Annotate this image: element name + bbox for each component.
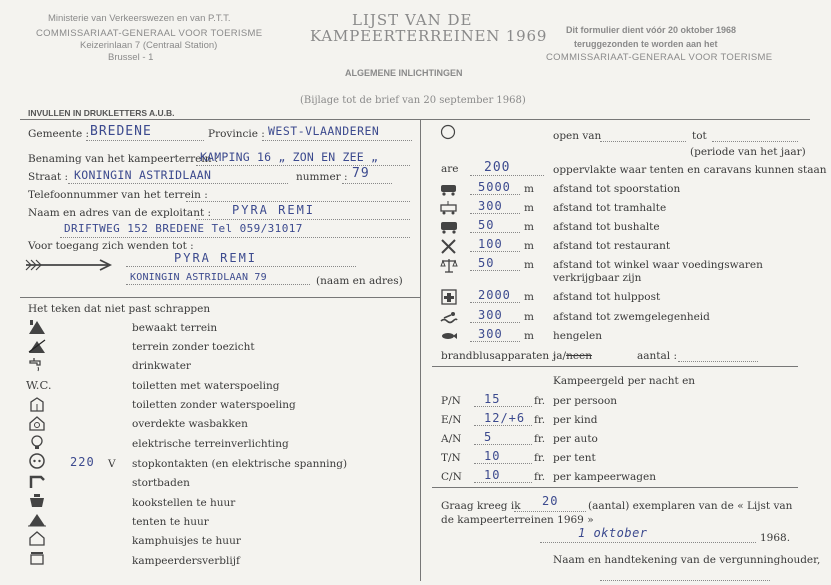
left-section-rule — [20, 297, 420, 298]
provincie-field[interactable]: WEST-VLAANDEREN — [268, 124, 380, 138]
distance-value-field[interactable]: 5000 — [478, 180, 511, 194]
header-rule-right — [420, 119, 810, 120]
wash-basin-icon — [28, 415, 46, 431]
nummer-label: nummer : — [296, 171, 348, 183]
fee-code: C/N — [441, 471, 462, 483]
fee-value-field[interactable]: 10 — [484, 468, 501, 482]
fee-code: P/N — [441, 395, 461, 407]
tram-icon — [440, 200, 458, 216]
distance-unit: m — [524, 311, 534, 323]
signature-field[interactable] — [600, 580, 770, 581]
tot-field[interactable] — [712, 141, 798, 142]
naam-adres-hint: (naam en adres) — [316, 275, 403, 287]
fee-description: per kampeerwagen — [553, 471, 656, 483]
distance-description: afstand tot restaurant — [553, 240, 671, 252]
telefoon-field[interactable] — [186, 201, 410, 202]
distance-description: afstand tot hulppost — [553, 291, 661, 303]
bus-icon — [440, 219, 458, 235]
scale-icon — [440, 257, 458, 273]
distance-unit: m — [524, 221, 534, 233]
fee-unit: fr. — [534, 433, 546, 445]
shelter-icon — [28, 549, 46, 565]
sign-label: toiletten met waterspoeling — [132, 380, 280, 392]
open-van-label: open van — [553, 130, 602, 142]
exploitant-label: Naam en adres van de exploitant : — [28, 207, 212, 219]
distance-value-field[interactable]: 2000 — [478, 288, 511, 302]
clock-circle-icon — [440, 124, 456, 140]
distance-unit: m — [524, 202, 534, 214]
commissariat-city: Brussel - 1 — [108, 52, 154, 63]
fee-unit: fr. — [534, 395, 546, 407]
distance-value-field[interactable]: 100 — [478, 237, 503, 251]
sign-label: stopkontakten (en elektrische spanning) — [132, 458, 348, 470]
distance-description: afstand tot winkel waar voedingswaren verkrijgbaar zijn — [553, 259, 763, 284]
kampeergeld-heading: Kampeergeld per nacht en — [553, 375, 696, 387]
sign-label: tenten te huur — [132, 516, 209, 528]
right-rule-2 — [432, 487, 798, 488]
sign-label: kamphuisjes te huur — [132, 535, 241, 547]
distance-description: afstand tot tramhalte — [553, 202, 667, 214]
sign-label: drinkwater — [132, 360, 191, 372]
signature-label: Naam en handtekening van de vergunninghouder, — [553, 554, 821, 566]
aantal-exemplaren-field[interactable]: 20 — [542, 494, 559, 508]
lightbulb-icon — [28, 434, 46, 450]
restaurant-icon — [440, 238, 458, 254]
fee-unit: fr. — [534, 471, 546, 483]
unguarded-tent-icon — [28, 338, 46, 354]
exploitant-address-field[interactable]: DRIFTWEG 152 BREDENE Tel 059/31017 — [64, 222, 303, 235]
aantal-field[interactable] — [678, 361, 758, 362]
sign-label: stortbaden — [132, 477, 190, 489]
are-label: are — [441, 163, 459, 175]
deadline-line1: Dit formulier dient vóór 20 oktober 1968 — [566, 25, 737, 35]
fee-code: A/N — [441, 433, 462, 445]
column-divider — [420, 119, 421, 581]
sign-label: kookstellen te huur — [132, 497, 236, 509]
gemeente-field[interactable]: BREDENE — [90, 124, 152, 139]
distance-value-field[interactable]: 300 — [478, 327, 503, 341]
toegang-name-field[interactable]: PYRA REMI — [174, 251, 258, 265]
sign-label: terrein zonder toezicht — [132, 341, 255, 353]
fee-value-field[interactable]: 5 — [484, 430, 493, 444]
header-rule-left — [20, 119, 420, 120]
are-description: oppervlakte waar tenten en caravans kunnen staan — [553, 164, 827, 176]
periode-hint: (periode van het jaar) — [690, 146, 806, 158]
fee-description: per kind — [553, 414, 598, 426]
voltage-unit: V — [108, 458, 116, 470]
guarded-tent-icon — [28, 319, 46, 335]
fee-description: per tent — [553, 452, 596, 464]
water-tap-icon — [28, 357, 46, 373]
distance-value-field[interactable]: 50 — [478, 256, 495, 270]
cabin-icon — [28, 530, 46, 546]
sign-label: toiletten zonder waterspoeling — [132, 399, 296, 411]
fee-unit: fr. — [534, 452, 546, 464]
are-field[interactable]: 200 — [484, 160, 511, 175]
sign-label: overdekte wasbakken — [132, 418, 248, 430]
provincie-label: Provincie : — [208, 128, 265, 140]
fee-unit: fr. — [534, 414, 546, 426]
deadline-line2: teruggezonden te worden aan het — [574, 39, 718, 49]
distance-unit: m — [524, 291, 534, 303]
open-van-field[interactable] — [600, 141, 686, 142]
arrow-icon — [22, 258, 114, 272]
distance-description: hengelen — [553, 330, 603, 342]
fish-icon — [440, 328, 458, 344]
outhouse-icon — [28, 396, 46, 412]
first-aid-icon — [440, 289, 458, 305]
distance-unit: m — [524, 240, 534, 252]
date-field[interactable]: 1 oktober — [578, 526, 648, 540]
fee-code: T/N — [441, 452, 461, 464]
date-year: 1968. — [760, 532, 791, 544]
commissariat-address: Keizerinlaan 7 (Centraal Station) — [80, 40, 218, 51]
train-icon — [440, 181, 458, 197]
benaming-field[interactable]: KAMPING 16 „ ZON EN ZEE „ — [200, 150, 379, 164]
wc-text-icon: W.C. — [26, 378, 52, 392]
sign-label: elektrische terreinverlichting — [132, 438, 289, 450]
cooker-icon — [28, 492, 46, 508]
nummer-field[interactable]: 79 — [352, 166, 370, 181]
fee-value-field[interactable]: 10 — [484, 449, 501, 463]
distance-value-field[interactable]: 300 — [478, 199, 503, 213]
brandblus-options[interactable]: ja/neen — [553, 350, 593, 362]
graag-line2: de kampeerterreinen 1969 » — [441, 514, 594, 526]
distance-unit: m — [524, 259, 534, 271]
distance-description: afstand tot bushalte — [553, 221, 660, 233]
tent-icon — [28, 511, 46, 527]
swimmer-icon — [440, 309, 458, 325]
schrappen-note: Het teken dat niet past schrappen — [28, 303, 211, 315]
distance-value-field[interactable]: 300 — [478, 308, 503, 322]
straat-label: Straat : — [28, 171, 69, 183]
aantal-label: aantal : — [637, 350, 677, 362]
distance-value-field[interactable]: 50 — [478, 218, 495, 232]
shower-icon — [28, 473, 46, 489]
distance-unit: m — [524, 330, 534, 342]
toegang-address-field[interactable]: KONINGIN ASTRIDLAAN 79 — [130, 272, 267, 283]
fee-value-field[interactable]: 15 — [484, 392, 501, 406]
form-title-line2: KAMPEERTERREINEN 1969 — [310, 27, 548, 45]
toegang-label: Voor toegang zich wenden tot : — [28, 240, 194, 252]
benaming-label: Benaming van het kampeerterrein : — [28, 153, 219, 165]
exploitant-name-field[interactable]: PYRA REMI — [232, 203, 316, 217]
form-title-line1: LIJST VAN DE — [352, 11, 473, 29]
commissariat-name: COMMISSARIAAT-GENERAAL VOOR TOERISME — [36, 28, 263, 39]
graag-prefix: Graag kreeg ik — [441, 500, 521, 512]
ministry-name: Ministerie van Verkeerswezen en van P.T.T. — [48, 13, 231, 24]
gemeente-label: Gemeente : — [28, 128, 90, 140]
fee-value-field[interactable]: 12/+6 — [484, 411, 526, 425]
right-rule-1 — [432, 366, 798, 367]
form-year: 1969 — [505, 27, 548, 45]
socket-icon — [28, 453, 46, 469]
tot-label: tot — [692, 130, 707, 142]
form-subtitle: ALGEMENE INLICHTINGEN — [345, 68, 463, 78]
graag-suffix: (aantal) exemplaren van de « Lijst van — [588, 500, 793, 512]
telefoon-label: Telefoonnummer van het terrein : — [28, 189, 208, 201]
brandblus-label: brandblusapparaten : — [441, 350, 557, 362]
fee-description: per auto — [553, 433, 598, 445]
fee-code: E/N — [441, 414, 462, 426]
deadline-line3: COMMISSARIAAT-GENERAAL VOOR TOERISME — [546, 52, 773, 63]
distance-description: afstand tot spoorstation — [553, 183, 681, 195]
sign-label: kampeerdersverblijf — [132, 555, 240, 567]
print-instruction: INVULLEN IN DRUKLETTERS A.U.B. — [28, 108, 175, 118]
annex-note: (Bijlage tot de brief van 20 september 1968) — [300, 95, 526, 106]
sign-label: bewaakt terrein — [132, 322, 218, 334]
straat-field[interactable]: KONINGIN ASTRIDLAAN — [74, 168, 212, 182]
distance-unit: m — [524, 183, 534, 195]
fee-description: per persoon — [553, 395, 618, 407]
distance-description: afstand tot zwemgelegenheid — [553, 311, 710, 323]
voltage-field[interactable]: 220 — [70, 455, 95, 469]
